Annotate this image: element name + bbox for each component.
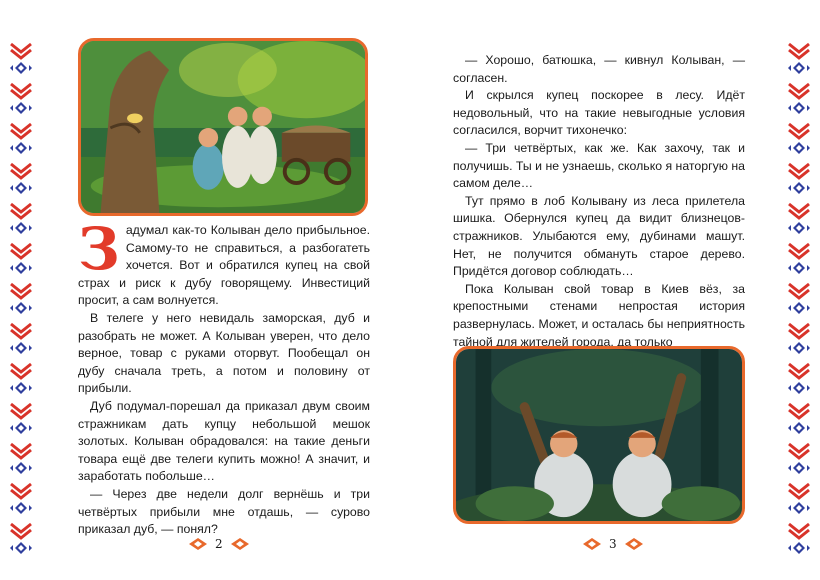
paragraph-2: В телеге у него невидаль заморская, дуб и разобрать не может. А Колыван уверен, что дело верное, товар с руками оторвут. Пообещал он дубу сначала треть, а потом и половину от прибыли. [78,310,370,396]
left-ornament-border [8,40,34,560]
forest-merchant-illustration [78,38,368,216]
diamond-ornament-icon [625,538,643,550]
page-number-left [189,536,249,552]
diamond-ornament-icon [189,538,207,550]
diamond-ornament-icon [231,538,249,550]
paragraph-3: — Три четвёртых, как же. Как захочу, так и получишь. Ты и не узнаешь, сколько я наторгую на самом деле… [453,140,745,191]
right-page-text [453,52,745,351]
paragraph-2: И скрылся купец поскорее в лесу. Идёт недовольный, что на такие невыгодные условия согласился, ворчит тихонечко: [453,88,745,138]
page-number: 2 [215,537,223,551]
paragraph-4: — Через две недели долг вернёшь и три четвёртых прибыли мне отдашь, — сурово приказал дуб, — понял? [78,486,370,537]
page-number-right [583,536,643,552]
left-page-text [78,215,370,539]
paragraph-4: Тут прямо в лоб Колывану из леса прилетела шишка. Обернулся купец да видит близнецов-стражников. Улыбаются ему, дубинами машут. Нет, не получится обмануть старое дерево. Придётся договор соблюдать… [453,193,745,279]
page-number: 3 [609,537,617,551]
diamond-ornament-icon [583,538,601,550]
twin-guards-illustration [453,346,745,524]
paragraph-3: Дуб подумал-порешал да приказал двум своим стражникам дать купцу небольшой мешок золотых. Колыван обрадовался: на такие деньги товара ещё две телеги купить можно! А значит, и заработать побольше… [78,398,370,484]
drop-cap: З [78,215,120,283]
right-ornament-border [786,40,812,560]
paragraph-1: — Хорошо, батюшка, — кивнул Колыван, — согласен. [453,53,745,85]
paragraph-5: Пока Колыван свой товар в Киев вёз, за крепостными стенами непростая история развернулась. Может, и осталась бы неприятность тайной для жителей города, да только [453,281,745,349]
paragraph-1: Задумал как-то Колыван дело прибыльное. Самому-то не справиться, а разбогатеть хочется. Вот и обратился купец на свой страх и риск к дубу говорящему. Инвестиций просит, а сам волнуется. [78,215,370,308]
